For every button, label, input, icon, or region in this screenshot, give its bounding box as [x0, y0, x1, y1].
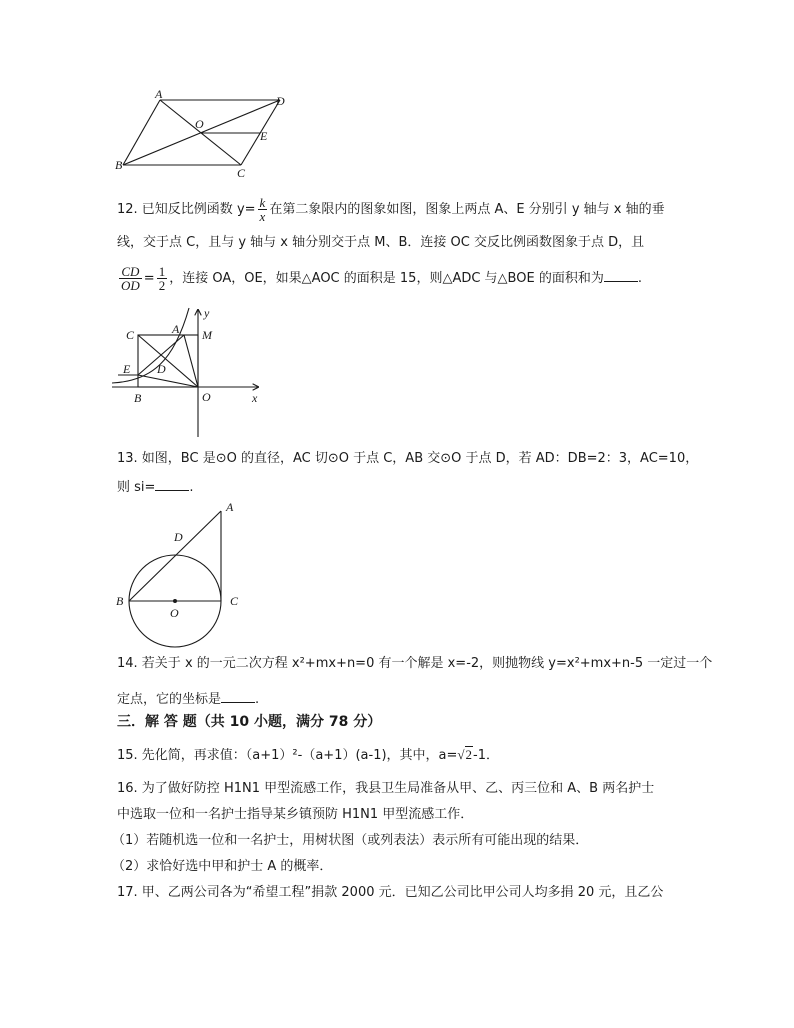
q12-line3: $\frac{CD}{OD}$ = $\frac{1}{2}$ ，连接 OA，OE，如果△AOC 的面积是 15，则△ADC 与△BOE 的面积和为 . — [121, 264, 642, 293]
label-d: D — [157, 362, 166, 376]
label-m: M — [202, 328, 212, 342]
label-b: B — [115, 158, 123, 172]
sqrt-expression: √2 — [457, 747, 473, 762]
fraction-k-over-x: $\frac{k}{x}$ — [259, 195, 266, 224]
label-a: A — [172, 322, 180, 336]
label-e: E — [260, 129, 268, 143]
q12-line2: 线，交于点 C，且与 y 轴与 x 轴分别交于点 M、B．连接 OC 交反比例函数图象于点 D，且 — [117, 235, 645, 250]
label-a: A — [155, 88, 163, 101]
center-dot — [173, 599, 177, 603]
q13-line2: 则 si= . — [117, 480, 194, 495]
segment-oe — [138, 375, 198, 387]
fraction-one-half: $\frac{1}{2}$ — [158, 264, 166, 293]
q12-line1: 12. 已知反比例函数 y= $\frac{k}{x}$ 在第二象限内的图象如图，图象上两点 A、E 分别引 y 轴与 x 轴的垂 — [117, 195, 665, 224]
q16-line1: 16. 为了做好防控 H1N1 甲型流感工作，我县卫生局准备从甲、乙、丙三位和 A、B 两名护士 — [117, 781, 655, 796]
label-d: D — [276, 94, 285, 108]
label-b: B — [116, 594, 124, 608]
answer-blank — [604, 269, 638, 282]
label-x: x — [252, 391, 258, 405]
section-heading: 三．解 答 题（共 10 小题，满分 78 分） — [117, 714, 382, 730]
segment-oc — [138, 335, 198, 387]
q17-line1: 17. 甲、乙两公司各为“希望工程”捐款 2000 元．已知乙公司比甲公司人均多捐 20 元，且乙公 — [117, 885, 664, 900]
label-y: y — [204, 306, 210, 320]
label-e: E — [123, 362, 131, 376]
figure-circle-tangent — [112, 497, 252, 649]
segment-ba — [123, 100, 160, 165]
segment-oa — [184, 335, 198, 387]
q16-sub2: （2）求恰好选中甲和护士 A 的概率． — [112, 859, 333, 874]
q15-line: 15. 先化简，再求值：（a+1）²-（a+1）(a-1)，其中，a=√2-1． — [117, 747, 500, 763]
label-c: C — [230, 594, 239, 608]
q16-line2: 中选取一位和一名护士指导某乡镇预防 H1N1 甲型流感工作． — [117, 807, 474, 822]
segment-ab — [129, 511, 221, 601]
q14-line1: 14. 若关于 x 的一元二次方程 x²+mx+n=0 有一个解是 x=-2，则抛物线 y=x²+mx+n-5 一定过一个 — [117, 656, 713, 671]
answer-blank — [155, 478, 189, 491]
q16-sub1: （1）若随机选一位和一名护士，用树状图（或列表法）表示所有可能出现的结果． — [112, 833, 589, 848]
label-o: O — [170, 606, 179, 620]
q14-line2: 定点，它的坐标是 . — [117, 692, 260, 707]
label-c: C — [237, 166, 246, 180]
label-c: C — [126, 328, 135, 342]
figure-parallelogram — [112, 88, 292, 180]
label-b: B — [134, 391, 142, 405]
label-o: O — [195, 117, 204, 131]
answer-blank — [221, 690, 255, 703]
label-o: O — [202, 390, 211, 404]
figure-inverse-function — [112, 305, 272, 440]
label-a: A — [226, 500, 234, 514]
label-d: D — [174, 530, 183, 544]
q13-line1: 13. 如图，BC 是⊙O 的直径，AC 切⊙O 于点 C，AB 交⊙O 于点 D，若 AD：DB=2：3，AC=10， — [117, 451, 699, 466]
fraction-cd-over-od: $\frac{CD}{OD}$ — [121, 264, 140, 293]
